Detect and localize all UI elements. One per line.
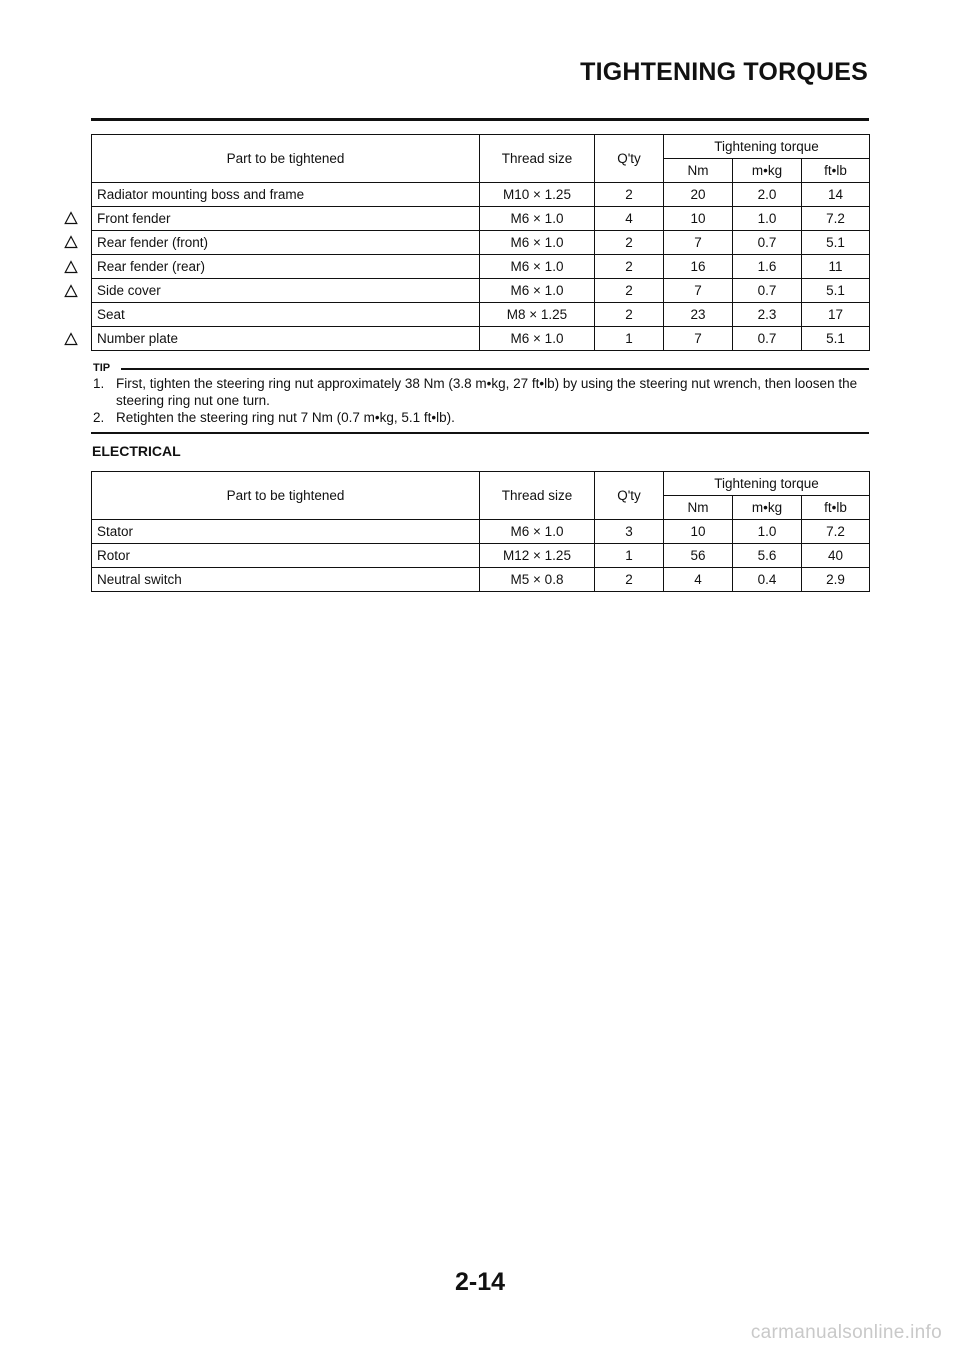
warning-triangle-icon	[64, 284, 78, 298]
page-number: 2-14	[454, 1268, 506, 1296]
warning-triangle-icon	[64, 235, 78, 249]
tip-item-number: 1.	[93, 376, 105, 391]
header-thread-size: Thread size	[480, 472, 595, 520]
cell-nm: 20	[664, 183, 733, 207]
cell-part: Side cover	[92, 279, 480, 303]
tip-label: TIP	[93, 362, 111, 374]
header-tightening-torque: Tightening torque	[664, 135, 870, 159]
cell-nm: 4	[664, 568, 733, 592]
cell-qty: 2	[595, 303, 664, 327]
cell-mkg: 0.7	[733, 231, 802, 255]
cell-nm: 7	[664, 327, 733, 351]
cell-ftlb: 7.2	[802, 207, 870, 231]
cell-part: Rotor	[92, 544, 480, 568]
cell-mkg: 1.0	[733, 207, 802, 231]
cell-mkg: 5.6	[733, 544, 802, 568]
header-nm: Nm	[664, 159, 733, 183]
header-mkg: m•kg	[733, 496, 802, 520]
cell-part: Seat	[92, 303, 480, 327]
cell-ftlb: 5.1	[802, 279, 870, 303]
cell-nm: 10	[664, 520, 733, 544]
cell-mkg: 0.4	[733, 568, 802, 592]
cell-ftlb: 7.2	[802, 520, 870, 544]
cell-mkg: 2.0	[733, 183, 802, 207]
cell-part: Rear fender (front)	[92, 231, 480, 255]
header-part: Part to be tightened	[92, 135, 480, 183]
header-mkg: m•kg	[733, 159, 802, 183]
cell-mkg: 0.7	[733, 327, 802, 351]
cell-qty: 2	[595, 255, 664, 279]
cell-mkg: 1.0	[733, 520, 802, 544]
cell-qty: 1	[595, 327, 664, 351]
header-qty: Q'ty	[595, 135, 664, 183]
tip-item	[93, 375, 869, 409]
table-row	[92, 327, 870, 351]
cell-nm: 16	[664, 255, 733, 279]
cell-nm: 7	[664, 231, 733, 255]
cell-thread: M6 × 1.0	[480, 231, 595, 255]
cell-qty: 2	[595, 568, 664, 592]
cell-ftlb: 40	[802, 544, 870, 568]
cell-thread: M5 × 0.8	[480, 568, 595, 592]
table-row	[92, 255, 870, 279]
frame-table-body	[92, 183, 870, 351]
cell-part: Number plate	[92, 327, 480, 351]
electrical-table-body	[92, 520, 870, 592]
cell-mkg: 0.7	[733, 279, 802, 303]
cell-nm: 56	[664, 544, 733, 568]
warning-triangle-icon	[64, 332, 78, 346]
cell-qty: 3	[595, 520, 664, 544]
tip-item	[93, 409, 869, 426]
cell-qty: 4	[595, 207, 664, 231]
header-thread-size: Thread size	[480, 135, 595, 183]
cell-qty: 2	[595, 231, 664, 255]
cell-ftlb: 2.9	[802, 568, 870, 592]
table-row	[92, 279, 870, 303]
cell-ftlb: 14	[802, 183, 870, 207]
cell-ftlb: 11	[802, 255, 870, 279]
watermark: carmanualsonline.info	[750, 1322, 942, 1343]
electrical-heading: ELECTRICAL	[92, 443, 181, 459]
cell-thread: M6 × 1.0	[480, 327, 595, 351]
cell-ftlb: 5.1	[802, 327, 870, 351]
cell-mkg: 2.3	[733, 303, 802, 327]
warning-triangle-icon	[64, 211, 78, 225]
table-row	[92, 183, 870, 207]
tip-item-number: 2.	[93, 410, 105, 425]
frame-torque-table	[91, 134, 870, 351]
header-ftlb: ft•lb	[802, 496, 870, 520]
cell-nm: 10	[664, 207, 733, 231]
table-row	[92, 207, 870, 231]
page-title: TIGHTENING TORQUES	[580, 58, 868, 86]
cell-thread: M6 × 1.0	[480, 255, 595, 279]
cell-qty: 2	[595, 279, 664, 303]
title-rule	[91, 118, 869, 121]
tip-rule	[121, 368, 869, 370]
tip-end-rule	[91, 432, 869, 434]
cell-qty: 2	[595, 183, 664, 207]
cell-ftlb: 17	[802, 303, 870, 327]
cell-mkg: 1.6	[733, 255, 802, 279]
cell-thread: M12 × 1.25	[480, 544, 595, 568]
tip-list	[93, 375, 869, 426]
warning-triangle-icon	[64, 260, 78, 274]
electrical-torque-table	[91, 471, 870, 592]
table-row	[92, 231, 870, 255]
cell-qty: 1	[595, 544, 664, 568]
cell-nm: 23	[664, 303, 733, 327]
header-qty: Q'ty	[595, 472, 664, 520]
cell-nm: 7	[664, 279, 733, 303]
cell-part: Rear fender (rear)	[92, 255, 480, 279]
cell-part: Stator	[92, 520, 480, 544]
cell-thread: M8 × 1.25	[480, 303, 595, 327]
tip-item-text: First, tighten the steering ring nut approximately 38 Nm (3.8 m•kg, 27 ft•lb) by using the steering nut wrench, then loosen the steering ring nut one turn.	[116, 376, 858, 408]
table-row	[92, 568, 870, 592]
header-part: Part to be tightened	[92, 472, 480, 520]
table-row	[92, 520, 870, 544]
table-row	[92, 544, 870, 568]
tip-item-text: Retighten the steering ring nut 7 Nm (0.7 m•kg, 5.1 ft•lb).	[116, 410, 455, 425]
cell-part: Radiator mounting boss and frame	[92, 183, 480, 207]
header-tightening-torque: Tightening torque	[664, 472, 870, 496]
header-ftlb: ft•lb	[802, 159, 870, 183]
table-row	[92, 303, 870, 327]
cell-thread: M10 × 1.25	[480, 183, 595, 207]
cell-part: Front fender	[92, 207, 480, 231]
cell-thread: M6 × 1.0	[480, 520, 595, 544]
cell-thread: M6 × 1.0	[480, 279, 595, 303]
cell-part: Neutral switch	[92, 568, 480, 592]
cell-ftlb: 5.1	[802, 231, 870, 255]
cell-thread: M6 × 1.0	[480, 207, 595, 231]
header-nm: Nm	[664, 496, 733, 520]
